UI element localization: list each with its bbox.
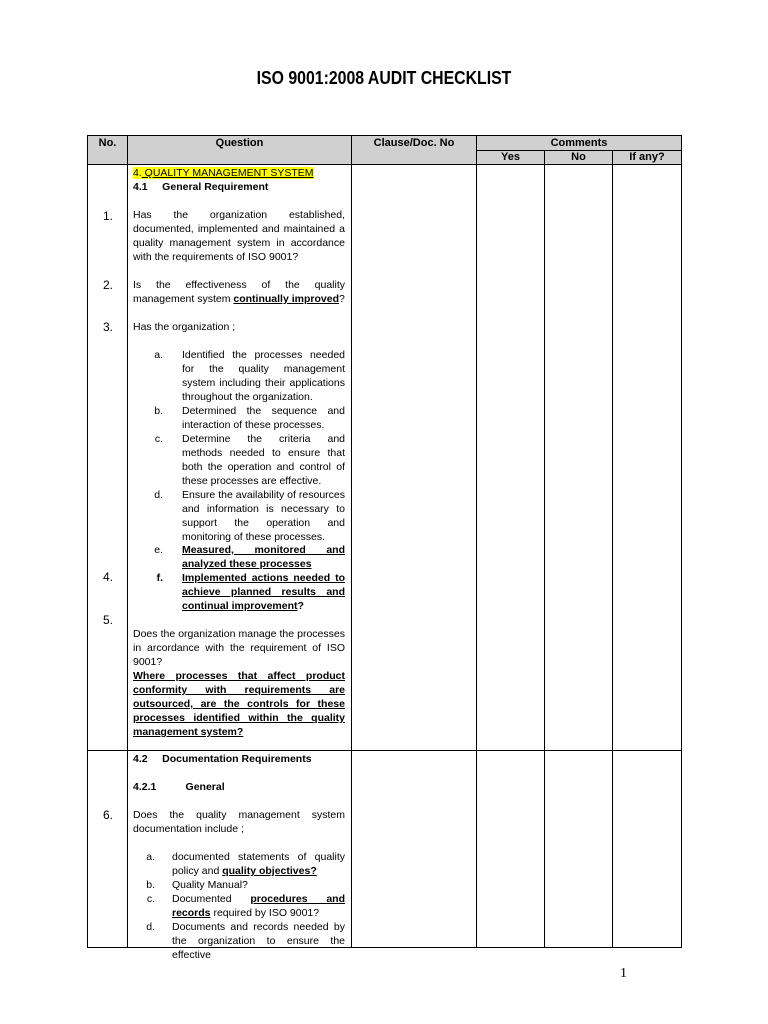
header-comments: Comments	[477, 136, 682, 151]
row-number: 4.	[102, 570, 113, 584]
header-clause: Clause/Doc. No	[352, 136, 477, 165]
question-text: Does the quality management system documentation include ;	[133, 809, 345, 835]
document-title: ISO 9001:2008 AUDIT CHECKLIST	[256, 68, 512, 88]
no-cell[interactable]	[545, 165, 613, 751]
question-text: Has the organization ;	[133, 321, 236, 333]
question-text: Has the organization established, documented, implemented and maintained a quality management system in accordance with the requirements of ISO 9001?	[133, 209, 345, 263]
yes-cell[interactable]	[477, 165, 545, 751]
row-number: 5.	[102, 613, 113, 627]
row-number: 6.	[102, 808, 113, 822]
section1-question-cell: 4. QUALITY MANAGEMENT SYSTEM 4.1 General Requirement Has the organization established, documented, implemented and maintained a quality management system in accordance with the requirements of ISO 9001? Is the effectiveness of the quality management system continually improved? Has the organization ; a. Identified the processes needed for the quality management system including their applications throughout the organization. b. Determined the sequence and interaction of these processes. c. Determine the criteria and methods needed to ensure that both the operation and control of these processes are effective. d. Ensure the availability of resources and information is necessary to support the operation and monitoring of these processes. e. Measured, monitored and analyzed these processes f. Implemented actions needed to achieve planned results and continual improvement? Does the organization manage the processes in arcordance with the requirement of ISO 9001? Where processes that affect product conformity with requirements are outsourced, are the controls for these processes identified within the quality management system?	[128, 165, 352, 751]
section2-number-cell	[88, 751, 128, 948]
page-number: 1	[620, 966, 627, 981]
question-text: Does the organization manage the processes in arcordance with the requirement of ISO 9001?	[133, 628, 345, 668]
header-yes: Yes	[477, 151, 545, 165]
section1-number-cell	[88, 165, 128, 751]
row-number: 1.	[102, 209, 113, 223]
header-no-col: No	[545, 151, 613, 165]
question-text: Is the effectiveness of the quality management system continually improved?	[133, 279, 345, 305]
section2-question-cell: 4.2 Documentation Requirements 4.2.1 General Does the quality management system documentation include ; a. documented statements of quality policy and quality objectives? b. Quality Manual? c. Documented procedures and records required by ISO 9001? d. Documents and records needed by the organization to ensure the effective	[128, 751, 352, 948]
row-number: 3.	[102, 320, 113, 334]
sub-heading: 4.1 General Requirement	[133, 181, 269, 193]
clause-cell[interactable]	[352, 751, 477, 948]
checklist-table	[87, 135, 682, 961]
section-heading	[133, 166, 345, 180]
row-number: 2.	[102, 278, 113, 292]
header-if-any: If any?	[613, 151, 682, 165]
if-any-cell[interactable]	[613, 751, 682, 948]
section-heading: 4.2 Documentation Requirements	[133, 753, 312, 765]
question-text: Where processes that affect product conformity with requirements are outsourced, are the controls for these processes identified within the quality management system?	[133, 670, 345, 738]
if-any-cell[interactable]	[613, 165, 682, 751]
section-heading-highlight: 4. QUALITY MANAGEMENT SYSTEM	[133, 167, 314, 179]
sub-heading: 4.2.1 General	[133, 781, 225, 793]
no-cell[interactable]	[545, 751, 613, 948]
header-no: No.	[88, 136, 128, 165]
clause-cell[interactable]	[352, 165, 477, 751]
header-question: Question	[128, 136, 352, 165]
yes-cell[interactable]	[477, 751, 545, 948]
